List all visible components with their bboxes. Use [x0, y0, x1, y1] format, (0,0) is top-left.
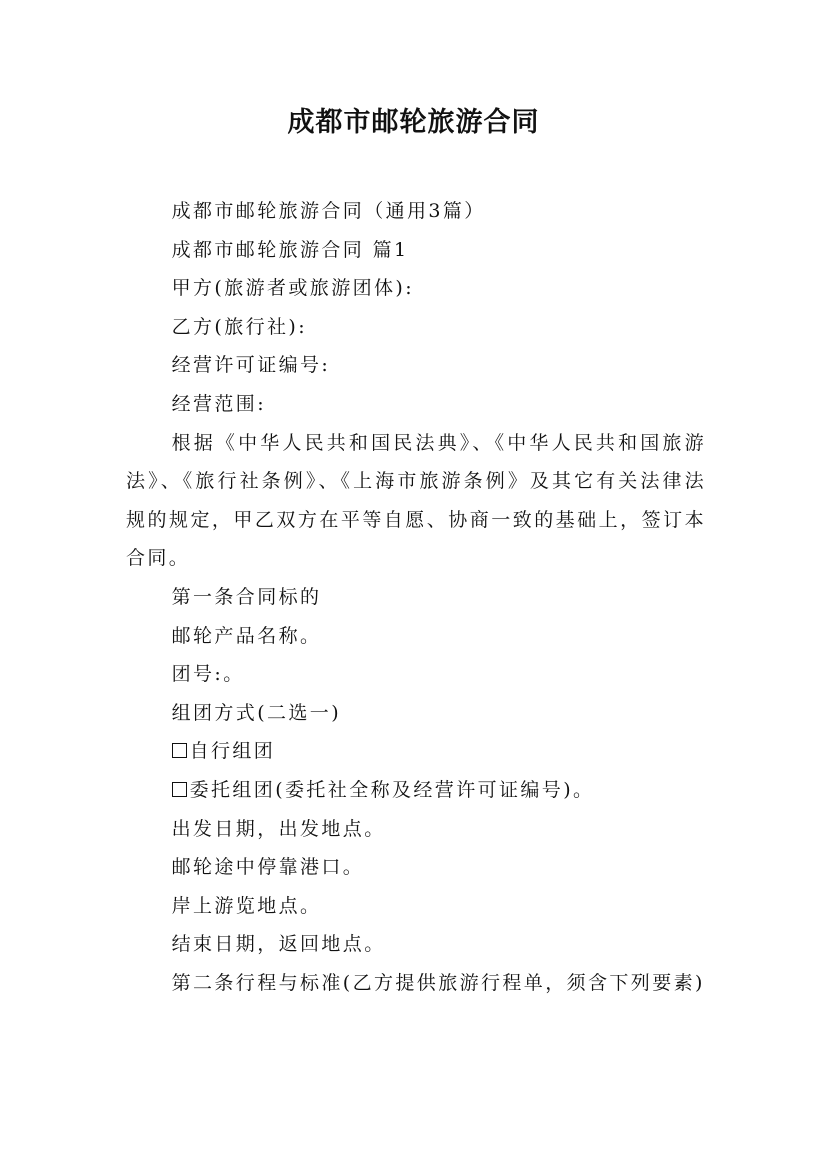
checkbox-icon: [172, 782, 187, 797]
paragraph-group-method: 组团方式(二选一): [171, 701, 342, 724]
option-self-organized-label: 自行组团: [189, 740, 276, 763]
paragraph-subtitle: 成都市邮轮旅游合同（通用3篇）: [171, 200, 486, 222]
paragraph-article-1: 第一条合同标的: [171, 585, 322, 608]
paragraph-departure: 出发日期，出发地点。: [171, 817, 386, 840]
paragraph-ports: 邮轮途中停靠港口。: [171, 856, 365, 879]
paragraph-license-number: 经营许可证编号:: [171, 354, 331, 377]
paragraph-shore-excursion: 岸上游览地点。: [171, 894, 322, 917]
option-entrusted-label: 委托组团(委托社全称及经营许可证编号)。: [189, 778, 595, 801]
option-entrusted: [126, 771, 706, 810]
paragraph-party-a: 甲方(旅游者或旅游团体):: [171, 277, 415, 300]
option-self-organized: [126, 732, 706, 771]
paragraph-section-heading: 成都市邮轮旅游合同 篇1: [171, 238, 409, 261]
document-title: 成都市邮轮旅游合同: [287, 107, 540, 138]
checkbox-icon: [172, 743, 187, 758]
paragraph-article-2: 第二条行程与标准(乙方提供旅游行程单，须含下列要素): [171, 971, 705, 994]
paragraph-legal-basis: 根据《中华人民共和国民法典》、《中华人民共和国旅游法》、《旅行社条例》、《上海市旅游条例》及其它有关法律法规的规定，甲乙双方在平等自愿、协商一致的基础上，签订本合同。: [126, 431, 706, 570]
paragraph-business-scope: 经营范围:: [171, 392, 266, 415]
paragraph-group-number: 团号:。: [171, 663, 245, 686]
document-body: [126, 192, 706, 1002]
paragraph-return: 结束日期，返回地点。: [171, 933, 386, 956]
paragraph-party-b: 乙方(旅行社):: [171, 315, 308, 338]
paragraph-product-name: 邮轮产品名称。: [171, 624, 322, 647]
